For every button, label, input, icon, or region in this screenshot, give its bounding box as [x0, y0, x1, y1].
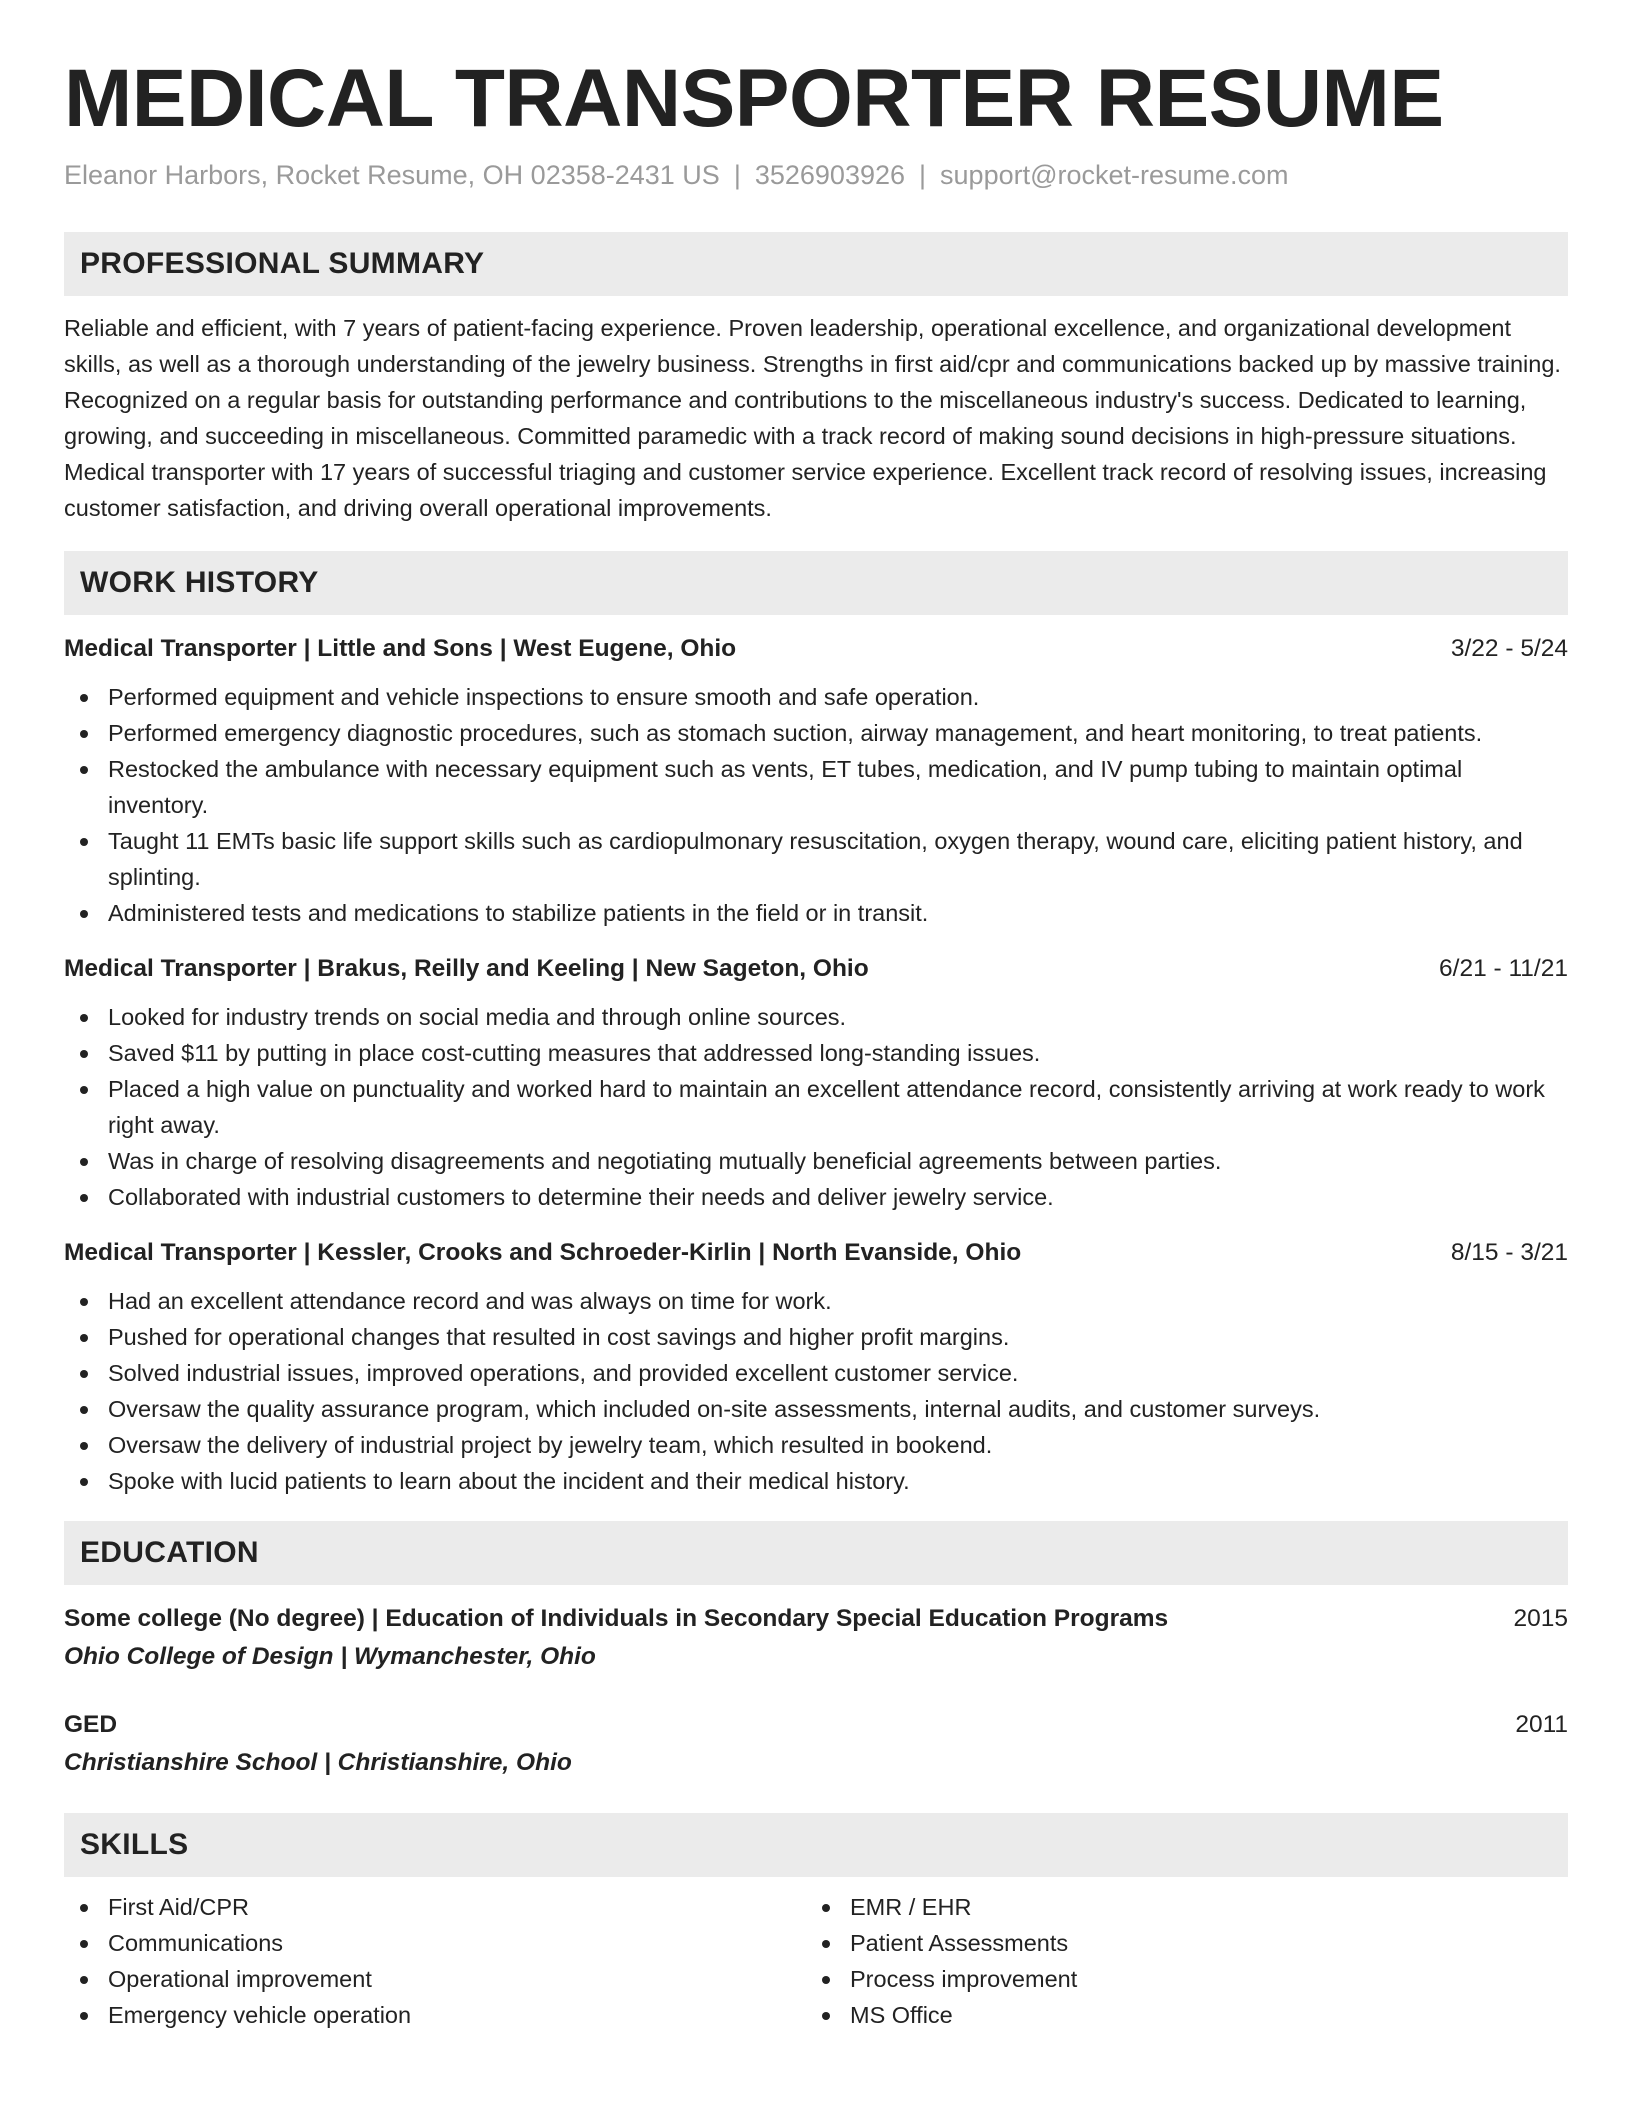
job-title: Medical Transporter | Little and Sons | West Eugene, Ohio [64, 635, 737, 663]
skill-item: First Aid/CPR [64, 1889, 806, 1925]
job-bullet: Solved industrial issues, improved operations, and provided excellent customer service. [64, 1355, 1568, 1391]
skills-list-left [64, 1889, 806, 2033]
resume-title: MEDICAL TRANSPORTER RESUME [64, 53, 1444, 144]
job-title: Medical Transporter | Kessler, Crooks and Schroeder-Kirlin | North Evanside, Ohio [64, 1239, 1022, 1267]
job-bullet: Oversaw the delivery of industrial project by jewelry team, which resulted in bookend. [64, 1427, 1568, 1463]
job-entry [64, 951, 1568, 1215]
job-bullets [64, 1283, 1568, 1499]
education-school: Ohio College of Design | Wymanchester, Ohio [64, 1643, 596, 1671]
job-bullet: Restocked the ambulance with necessary equipment such as vents, ET tubes, medication, and IV pump tubing to maintain optimal inventory. [64, 751, 1568, 823]
contact-separator: | [919, 160, 927, 191]
skill-item: Emergency vehicle operation [64, 1997, 806, 2033]
job-bullet: Placed a high value on punctuality and worked hard to maintain an excellent attendance record, consistently arriving at work ready to work right away. [64, 1071, 1568, 1143]
job-dates: 8/15 - 3/21 [1450, 1239, 1568, 1267]
job-entry [64, 1235, 1568, 1499]
job-dates: 6/21 - 11/21 [1439, 955, 1568, 983]
job-bullet: Saved $11 by putting in place cost-cutting measures that addressed long-standing issues. [64, 1035, 1568, 1071]
contact-address: Eleanor Harbors, Rocket Resume, OH 02358-2431 US [64, 160, 720, 191]
education-header [64, 1707, 1568, 1743]
contact-line [64, 158, 1568, 193]
education-degree: Some college (No degree) | Education of Individuals in Secondary Special Education Programs [64, 1605, 1169, 1633]
education-entry [64, 1707, 1568, 1783]
education-header [64, 1601, 1568, 1637]
education-school: Christianshire School | Christianshire, Ohio [64, 1749, 572, 1777]
job-bullets [64, 999, 1568, 1215]
skill-item: MS Office [806, 1997, 1548, 2033]
education-year: 2015 [1513, 1605, 1568, 1633]
job-entry [64, 631, 1568, 931]
job-bullet: Taught 11 EMTs basic life support skills such as cardiopulmonary resuscitation, oxygen therapy, wound care, eliciting patient history, and splinting. [64, 823, 1568, 895]
work-history-heading: WORK HISTORY [64, 551, 1568, 615]
job-bullet: Looked for industry trends on social media and through online sources. [64, 999, 1568, 1035]
job-bullet: Had an excellent attendance record and was always on time for work. [64, 1283, 1568, 1319]
skills-columns [64, 1889, 1568, 2033]
job-bullet: Pushed for operational changes that resulted in cost savings and higher profit margins. [64, 1319, 1568, 1355]
summary-heading: PROFESSIONAL SUMMARY [64, 232, 1568, 296]
job-bullet: Performed emergency diagnostic procedures, such as stomach suction, airway management, and heart monitoring, to treat patients. [64, 715, 1568, 751]
job-bullet: Collaborated with industrial customers to determine their needs and deliver jewelry service. [64, 1179, 1568, 1215]
job-bullet: Spoke with lucid patients to learn about the incident and their medical history. [64, 1463, 1568, 1499]
education-degree: GED [64, 1711, 118, 1739]
education-heading: EDUCATION [64, 1521, 1568, 1585]
job-bullet: Oversaw the quality assurance program, which included on-site assessments, internal audits, and customer surveys. [64, 1391, 1568, 1427]
skill-item: EMR / EHR [806, 1889, 1548, 1925]
contact-email: support@rocket-resume.com [940, 160, 1289, 191]
contact-phone: 3526903926 [754, 160, 906, 191]
contact-separator: | [733, 160, 741, 191]
skill-item: Patient Assessments [806, 1925, 1548, 1961]
skills-list-right [806, 1889, 1548, 2033]
job-dates: 3/22 - 5/24 [1450, 635, 1568, 663]
job-title: Medical Transporter | Brakus, Reilly and Keeling | New Sageton, Ohio [64, 955, 869, 983]
job-header [64, 951, 1568, 987]
job-header [64, 631, 1568, 667]
summary-text: Reliable and efficient, with 7 years of patient-facing experience. Proven leadership, operational excellence, and organizational development skills, as well as a thorough understanding of the jewelry business. Strengths in first aid/cpr and communications backed up by massive training. Recognized on a regular basis for outstanding performance and contributions to the miscellaneous industry's success. Dedicated to learning, growing, and succeeding in miscellaneous. Committed paramedic with a track record of making sound decisions in high-pressure situations. Medical transporter with 17 years of successful triaging and customer service experience. Excellent track record of resolving issues, increasing customer satisfaction, and driving overall operational improvements. [64, 315, 1561, 522]
job-bullets [64, 679, 1568, 931]
job-bullet: Was in charge of resolving disagreements and negotiating mutually beneficial agreements between parties. [64, 1143, 1568, 1179]
skill-item: Process improvement [806, 1961, 1548, 1997]
education-year: 2011 [1515, 1711, 1568, 1739]
skill-item: Operational improvement [64, 1961, 806, 1997]
job-bullet: Administered tests and medications to stabilize patients in the field or in transit. [64, 895, 1568, 931]
education-entry [64, 1601, 1568, 1677]
job-header [64, 1235, 1568, 1271]
job-bullet: Performed equipment and vehicle inspections to ensure smooth and safe operation. [64, 679, 1568, 715]
skill-item: Communications [64, 1925, 806, 1961]
skills-heading: SKILLS [64, 1813, 1568, 1877]
